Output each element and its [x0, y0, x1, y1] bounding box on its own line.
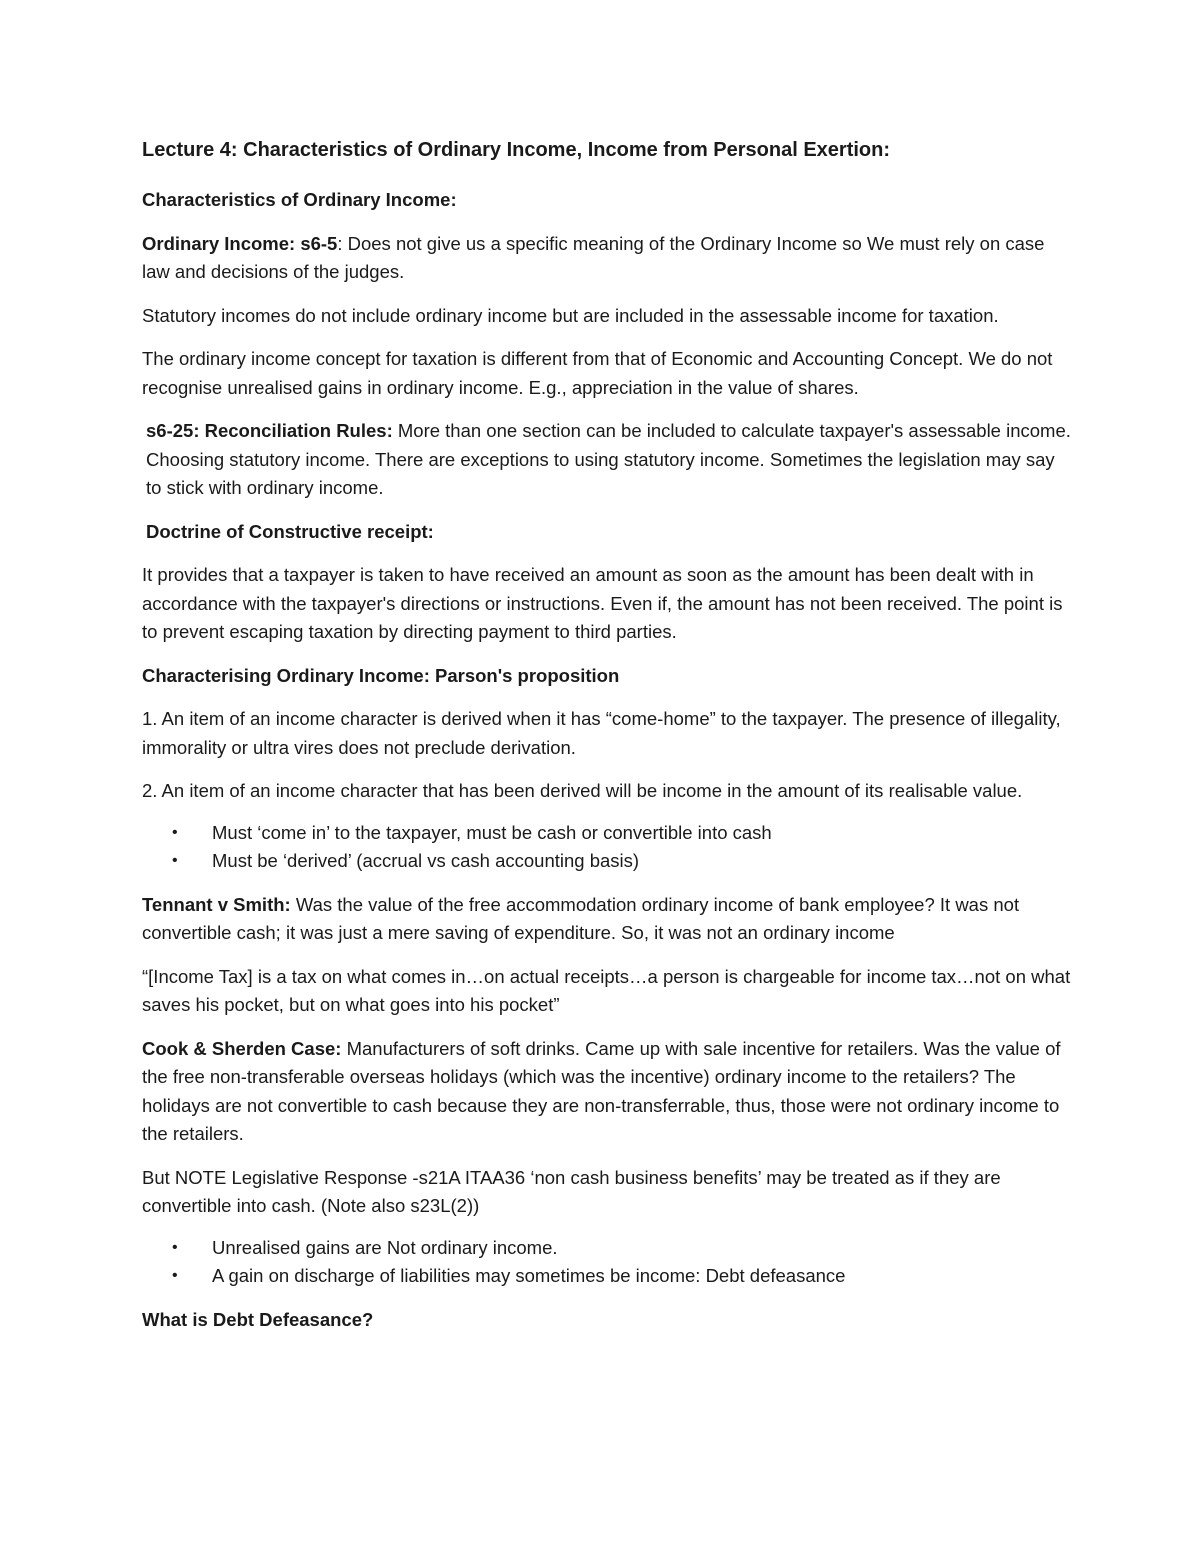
- bullet-icon: •: [172, 852, 178, 869]
- paragraph-proposition-2: 2. An item of an income character that has been derived will be income in the amount of its realisable value.: [142, 780, 1023, 801]
- list-item: [142, 819, 1072, 848]
- paragraph-text: Manufacturers of soft drinks. Came up with sale incentive for retailers. Was the value of the free non-transferable overseas holidays (which was the incentive) ordinary income to the retailers? The holidays are not convertible to cash because they are non-transferrable, thus, those were not ordinary income to the retailers.: [142, 1037, 1061, 1144]
- bullet-list-derivation: [142, 819, 1072, 876]
- list-item: [142, 1262, 1072, 1291]
- paragraph-legislative-response: But NOTE Legislative Response -s21A ITAA36 ‘non cash business benefits’ may be treated as if they are convertible into cash. (Note also s23L(2)): [142, 1166, 1001, 1216]
- term-tennant-v-smith: Tennant v Smith:: [142, 893, 291, 915]
- paragraph-text: Was the value of the free accommodation ordinary income of bank employee? It was not convertible cash; it was just a mere saving of expenditure. So, it was not an ordinary income: [142, 893, 1020, 943]
- paragraph-cook-sherden: [142, 1035, 1072, 1149]
- list-item: [142, 847, 1072, 876]
- document-page: [142, 136, 1072, 1349]
- paragraph-ordinary-income: [142, 230, 1072, 287]
- paragraph-text: : Does not give us a specific meaning of the Ordinary Income so We must rely on case law and decisions of the judges.: [142, 232, 1045, 282]
- list-item-text: Must be ‘derived’ (accrual vs cash accounting basis): [212, 850, 640, 871]
- paragraph-constructive-receipt: It provides that a taxpayer is taken to have received an amount as soon as the amount has been dealt with in accordance with the taxpayer's directions or instructions. Even if, the amount has not been received. The point is to prevent escaping taxation by directing payment to third parties.: [142, 564, 1063, 642]
- paragraph-statutory-incomes: Statutory incomes do not include ordinary income but are included in the assessable income for taxation.: [142, 304, 999, 326]
- term-reconciliation-rules: s6-25: Reconciliation Rules:: [146, 420, 393, 441]
- paragraph-quote: “[Income Tax] is a tax on what comes in…on actual receipts…a person is chargeable for income tax…not on what saves his pocket, but on what goes into his pocket”: [142, 965, 1071, 1015]
- section-heading-characteristics: Characteristics of Ordinary Income:: [142, 189, 457, 210]
- term-ordinary-income: Ordinary Income: [142, 232, 290, 254]
- section-heading-parsons-proposition: Characterising Ordinary Income: Parson's proposition: [142, 664, 620, 686]
- paragraph-proposition-1: 1. An item of an income character is derived when it has “come-home” to the taxpayer. The presence of illegality, immorality or ultra vires does not preclude derivation.: [142, 708, 1061, 758]
- section-heading-debt-defeasance: What is Debt Defeasance?: [142, 1308, 374, 1330]
- paragraph-income-concept: The ordinary income concept for taxation is different from that of Economic and Accounting Concept. We do not recognise unrealised gains in ordinary income. E.g., appreciation in the value of shares.: [142, 348, 1053, 398]
- list-item-text: Unrealised gains are Not ordinary income.: [212, 1236, 558, 1258]
- bullet-icon: •: [172, 823, 178, 841]
- list-item-text: Must ‘come in’ to the taxpayer, must be cash or convertible into cash: [212, 821, 772, 843]
- bullet-list-gains: [142, 1234, 1072, 1291]
- bullet-icon: •: [172, 1238, 178, 1256]
- list-item-text: A gain on discharge of liabilities may sometimes be income: Debt defeasance: [212, 1265, 846, 1286]
- page-title: Lecture 4: Characteristics of Ordinary Income, Income from Personal Exertion:: [142, 139, 890, 161]
- section-heading-constructive-receipt: Doctrine of Constructive receipt:: [146, 520, 434, 542]
- list-item: [142, 1234, 1072, 1263]
- paragraph-tennant-v-smith: [142, 891, 1072, 948]
- paragraph-reconciliation-rules: [142, 417, 1072, 503]
- term-cook-sherden: Cook & Sherden Case:: [142, 1037, 342, 1059]
- term-s6-5: : s6-5: [289, 232, 338, 254]
- bullet-icon: •: [172, 1267, 178, 1284]
- paragraph-text: More than one section can be included to calculate taxpayer's assessable income. Choosing statutory income. There are exceptions to using statutory income. Sometimes the legislation may say to stick with ordinary income.: [146, 420, 1071, 498]
